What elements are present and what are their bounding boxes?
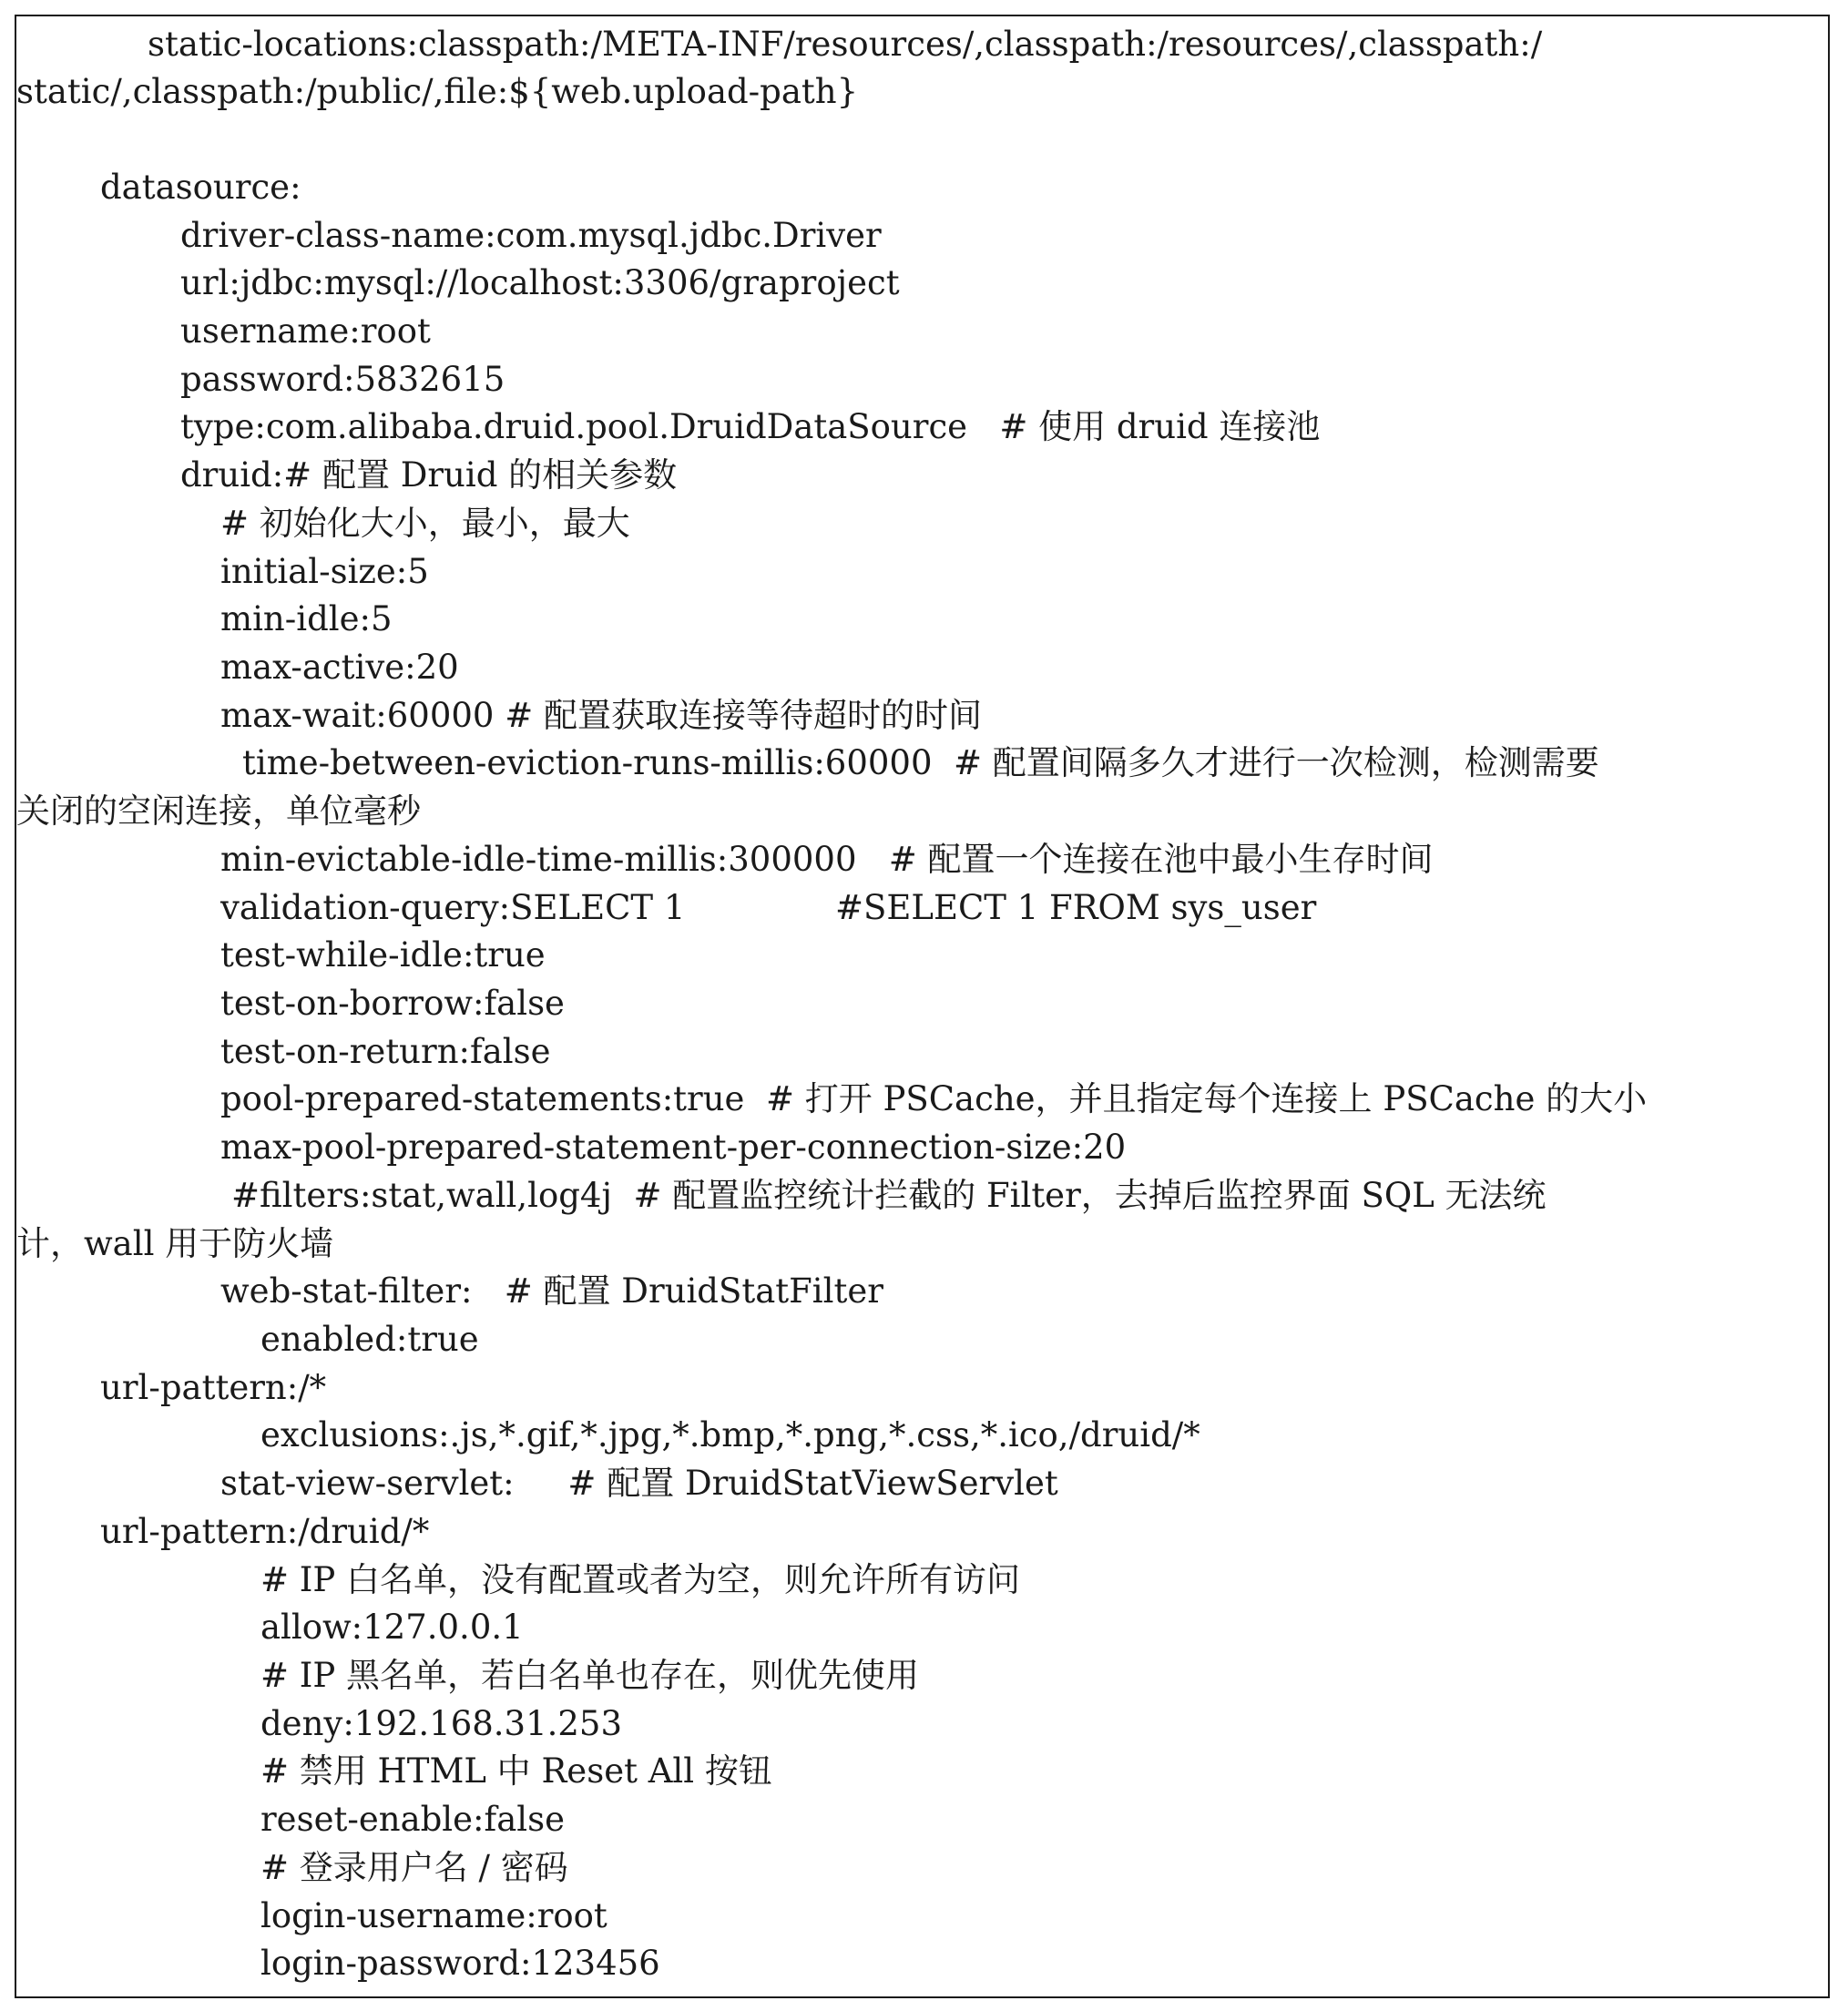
code-line: url-pattern:/druid/* bbox=[100, 1512, 430, 1551]
code-line: validation-query:SELECT 1 #SELECT 1 FROM sys_user bbox=[220, 888, 1317, 927]
code-line: # 登录用户名 / 密码 bbox=[260, 1848, 568, 1887]
code-line: type:com.alibaba.druid.pool.DruidDataSource # 使用 druid 连接池 bbox=[180, 407, 1321, 446]
code-line: # 禁用 HTML 中 Reset All 按钮 bbox=[260, 1751, 772, 1791]
code-listing-box bbox=[15, 15, 1830, 1998]
code-line: url:jdbc:mysql://localhost:3306/graproject bbox=[180, 263, 900, 302]
code-line: password:5832615 bbox=[180, 360, 505, 399]
code-line: time-between-eviction-runs-millis:60000 # 配置间隔多久才进行一次检测，检测需要 bbox=[242, 743, 1599, 782]
code-line: static-locations:classpath:/META-INF/resources/,classpath:/resources/,classpath:/ bbox=[148, 25, 1543, 64]
code-line: min-idle:5 bbox=[220, 599, 393, 638]
code-line: max-wait:60000 # 配置获取连接等待超时的时间 bbox=[220, 696, 982, 735]
code-line: druid:# 配置 Druid 的相关参数 bbox=[180, 455, 678, 495]
code-line: # IP 黑名单，若白名单也存在，则优先使用 bbox=[260, 1656, 920, 1695]
code-line: static/,classpath:/public/,file:${web.upload-path} bbox=[16, 72, 859, 111]
code-line: web-stat-filter: # 配置 DruidStatFilter bbox=[220, 1271, 883, 1311]
code-line: test-on-borrow:false bbox=[220, 984, 565, 1023]
code-line: 关闭的空闲连接，单位毫秒 bbox=[16, 791, 421, 831]
code-line: #filters:stat,wall,log4j # 配置监控统计拦截的 Filter，去掉后监控界面 SQL 无法统 bbox=[231, 1176, 1547, 1215]
code-line: allow:127.0.0.1 bbox=[260, 1608, 524, 1647]
code-line: url-pattern:/* bbox=[100, 1368, 327, 1407]
code-line: enabled:true bbox=[260, 1320, 479, 1359]
code-line: username:root bbox=[180, 311, 431, 351]
code-line: deny:192.168.31.253 bbox=[260, 1704, 623, 1743]
code-line: driver-class-name:com.mysql.jdbc.Driver bbox=[180, 216, 882, 255]
code-line: datasource: bbox=[100, 168, 301, 207]
code-lines bbox=[16, 16, 1828, 1996]
code-line: reset-enable:false bbox=[260, 1800, 565, 1839]
code-line: initial-size:5 bbox=[220, 552, 429, 591]
code-line: pool-prepared-statements:true # 打开 PSCache，并且指定每个连接上 PSCache 的大小 bbox=[220, 1079, 1648, 1118]
code-line: stat-view-servlet: # 配置 DruidStatViewServlet bbox=[220, 1464, 1058, 1503]
code-line: login-username:root bbox=[260, 1896, 607, 1935]
code-line: exclusions:.js,*.gif,*.jpg,*.bmp,*.png,*.css,*.ico,/druid/* bbox=[260, 1415, 1200, 1455]
code-line: # IP 白名单，没有配置或者为空，则允许所有访问 bbox=[260, 1560, 1021, 1599]
code-line: max-pool-prepared-statement-per-connection-size:20 bbox=[220, 1128, 1127, 1167]
code-line: # 初始化大小，最小，最大 bbox=[220, 504, 630, 543]
code-line: test-while-idle:true bbox=[220, 935, 546, 975]
code-line: min-evictable-idle-time-millis:300000 # 配置一个连接在池中最小生存时间 bbox=[220, 840, 1434, 879]
code-line: max-active:20 bbox=[220, 648, 459, 687]
code-line: login-password:123456 bbox=[260, 1944, 660, 1983]
code-line: test-on-return:false bbox=[220, 1032, 551, 1071]
code-line: 计，wall 用于防火墙 bbox=[16, 1224, 334, 1263]
